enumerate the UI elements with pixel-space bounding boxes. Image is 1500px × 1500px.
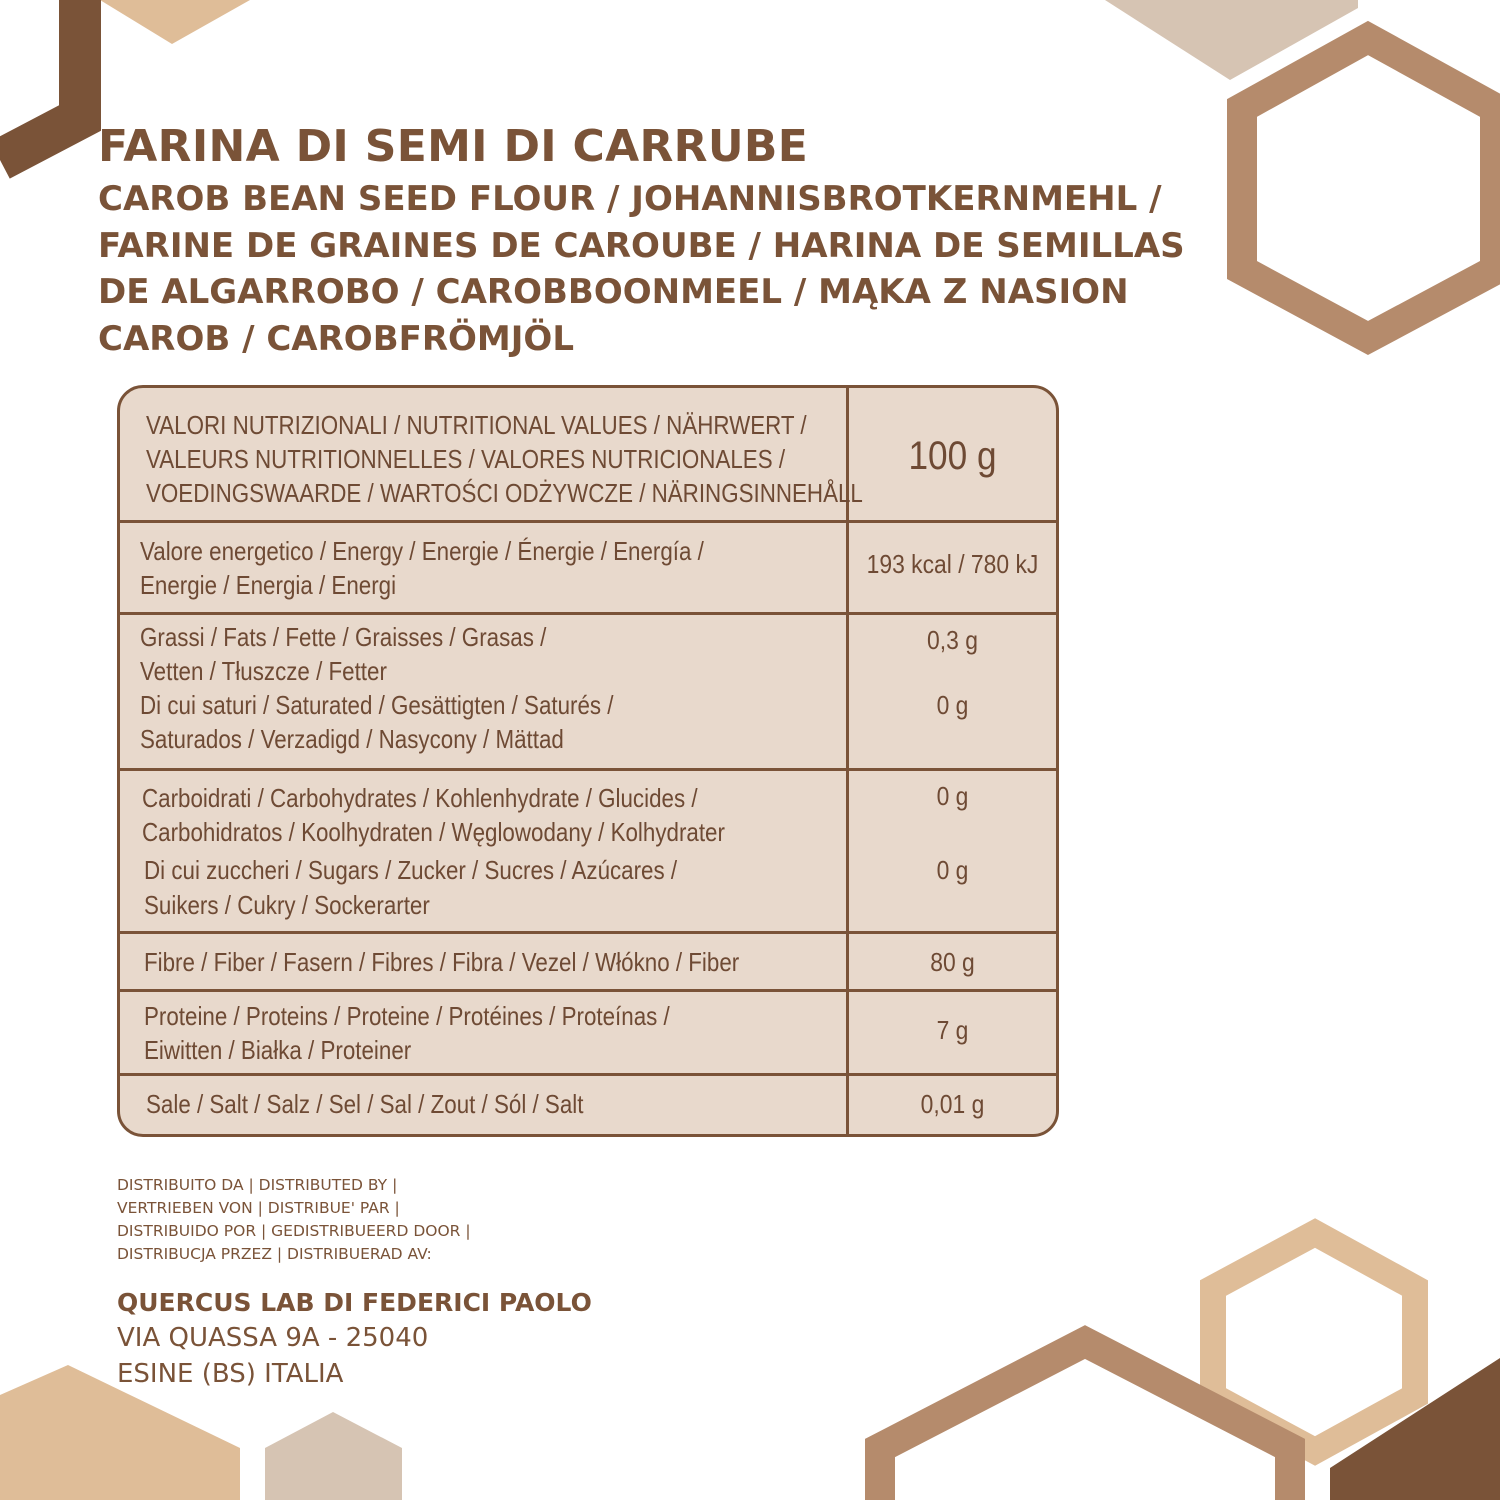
fats-label: Grassi / Fats / Fette / Graisses / Grasas / xyxy=(140,622,547,652)
sugars-label: Di cui zuccheri / Sugars / Zucker / Sucres / Azúcares / xyxy=(144,855,678,885)
sugars-label: Suikers / Cukry / Sockerarter xyxy=(144,890,430,920)
distributor-street-address: VIA QUASSA 9A - 25040 xyxy=(117,1323,429,1353)
salt-label-cell xyxy=(120,1076,849,1134)
energy-value: 193 kcal / 780 kJ xyxy=(866,549,1039,579)
nutrition-row-salt xyxy=(120,1076,1056,1134)
nutrition-row-protein xyxy=(120,992,1056,1076)
nutrition-header-row xyxy=(120,388,1056,523)
fats-value-cell xyxy=(849,615,1056,768)
nutrition-header-label-cell xyxy=(120,388,863,520)
sugars-value: 0 g xyxy=(936,855,969,885)
fats-label: Vetten / Tłuszcze / Fetter xyxy=(140,656,387,686)
protein-value-cell xyxy=(849,992,1056,1073)
product-title-translation-line: CAROB / CAROBFRÖMJÖL xyxy=(98,318,574,359)
energy-value-cell xyxy=(849,523,1056,612)
protein-label: Proteine / Proteins / Proteine / Protéines / Proteínas / xyxy=(144,1001,670,1031)
distributor-label-line: DISTRIBUITO DA | DISTRIBUTED BY | xyxy=(117,1176,398,1194)
serving-size-value: 100 g xyxy=(908,434,997,478)
protein-value: 7 g xyxy=(936,1015,969,1045)
carbohydrates-label: Carbohidratos / Koolhydraten / Węglowodany / Kolhydrater xyxy=(142,817,725,847)
distributor-city-address: ESINE (BS) ITALIA xyxy=(117,1359,344,1389)
energy-label: Energie / Energia / Energi xyxy=(140,570,397,600)
hexagon-top-left-outline-shape xyxy=(0,0,80,160)
carbohydrates-label: Carboidrati / Carbohydrates / Kohlenhydrate / Glucides / xyxy=(142,783,698,813)
energy-label: Valore energetico / Energy / Energie / Énergie / Energía / xyxy=(140,536,704,566)
fats-value: 0,3 g xyxy=(927,625,978,655)
energy-label-cell xyxy=(120,523,849,612)
hexagon-bottom-left-beige-shape xyxy=(265,1412,402,1500)
saturated-label: Saturados / Verzadigd / Nasycony / Mättad xyxy=(140,724,564,754)
distributor-address-block xyxy=(117,1285,592,1392)
distributor-label-block xyxy=(117,1174,471,1266)
saturated-value: 0 g xyxy=(936,690,969,720)
product-title-translation-line: CAROB BEAN SEED FLOUR / JOHANNISBROTKERNMEHL / xyxy=(98,179,1162,219)
nutrition-row-energy xyxy=(120,523,1056,615)
fibre-value-cell xyxy=(849,934,1056,989)
nutrition-row-fibre xyxy=(120,934,1056,992)
nutrition-header-label: VALORI NUTRIZIONALI / NUTRITIONAL VALUES / NÄHRWERT / xyxy=(146,410,807,440)
product-title: FARINA DI SEMI DI CARRUBE xyxy=(98,121,809,172)
fibre-label: Fibre / Fiber / Fasern / Fibres / Fibra / Vezel / Włókno / Fiber xyxy=(144,947,740,977)
fats-label-cell xyxy=(120,615,849,768)
saturated-label: Di cui saturi / Saturated / Gesättigten / Saturés / xyxy=(140,690,614,720)
protein-label-cell xyxy=(120,992,849,1073)
distributor-company-name: QUERCUS LAB DI FEDERICI PAOLO xyxy=(117,1288,592,1317)
product-title-translation-line: FARINE DE GRAINES DE CAROUBE / HARINA DE SEMILLAS xyxy=(98,225,1185,266)
distributor-label-line: DISTRIBUIDO POR | GEDISTRIBUEERD DOOR | xyxy=(117,1222,471,1240)
distributor-label-line: DISTRIBUCJA PRZEZ | DISTRIBUERAD AV: xyxy=(117,1245,432,1263)
nutrition-table xyxy=(117,385,1059,1137)
carbohydrates-value: 0 g xyxy=(936,781,969,811)
carbohydrates-value-cell xyxy=(849,771,1056,931)
distributor-label-line: VERTRIEBEN VON | DISTRIBUE' PAR | xyxy=(117,1199,400,1217)
nutrition-row-fats xyxy=(120,615,1056,771)
nutrition-header-label: VALEURS NUTRITIONNELLES / VALORES NUTRICIONALES / xyxy=(146,444,786,474)
salt-value: 0,01 g xyxy=(920,1089,985,1119)
hexagon-top-left-light-shape xyxy=(100,0,250,44)
carbohydrates-label-cell xyxy=(120,771,849,931)
fibre-label-cell xyxy=(120,934,849,989)
nutrition-row-carbohydrates xyxy=(120,771,1056,934)
hexagon-top-right-outline-shape xyxy=(1242,38,1495,338)
product-title-translation-line: DE ALGARROBO / CAROBBOONMEEL / MĄKA Z NASION xyxy=(98,272,1129,312)
product-title-block xyxy=(98,118,1218,362)
salt-value-cell xyxy=(849,1076,1056,1134)
fibre-value: 80 g xyxy=(930,947,975,977)
protein-label: Eiwitten / Białka / Proteiner xyxy=(144,1035,412,1065)
nutrition-header-value-cell xyxy=(849,388,1056,520)
hexagon-bottom-center-outline-shape xyxy=(880,1342,1290,1500)
salt-label: Sale / Salt / Salz / Sel / Sal / Zout / Sól / Salt xyxy=(146,1089,584,1119)
nutrition-header-label: VOEDINGSWAARDE / WARTOŚCI ODŻYWCZE / NÄRINGSINNEHÅLL xyxy=(146,478,863,508)
